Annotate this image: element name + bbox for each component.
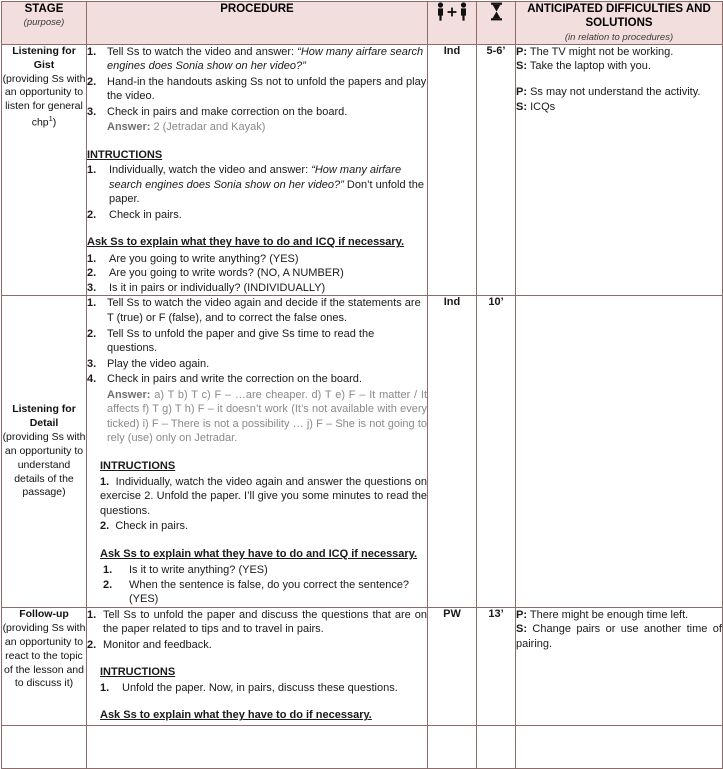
list-item — [87, 45, 427, 74]
ask-line: Ask Ss to explain what they have to do and ICQ if necessary. — [100, 547, 418, 560]
instruction-text: Check in pairs. — [109, 208, 182, 221]
step-text: Check in pairs and make correction on the board. — [107, 105, 348, 118]
stage-purpose: (providing Ss with an opportunity to listen for general chp$^1$) — [2, 72, 86, 129]
icq-number: 3. — [87, 281, 97, 294]
list-item — [100, 519, 427, 534]
person-plus-person-icon — [428, 2, 476, 21]
table-row-empty — [2, 725, 723, 768]
icq-text: Are you going to write anything? (YES) — [109, 252, 299, 265]
anticipated-cell-gist — [516, 44, 723, 296]
stage-title: Follow-up — [19, 607, 69, 620]
icq-number: 1. — [87, 252, 97, 265]
instructions-list — [87, 163, 427, 222]
stage-cell-detail — [2, 296, 87, 607]
step-number: 2. — [87, 327, 97, 340]
table-row — [2, 44, 723, 296]
anticipated-cell-empty — [516, 725, 723, 768]
answer-text: 2 (Jetradar and Kayak) — [153, 121, 266, 134]
step-number: 1. — [87, 297, 97, 310]
instruction-text-post: Don’t unfold the paper. — [109, 178, 424, 206]
answer-line — [107, 120, 427, 135]
anticipated-line — [516, 59, 722, 74]
instructions-heading: INTRUCTIONS — [100, 460, 176, 473]
header-procedure-title: PROCEDURE — [220, 3, 294, 15]
list-item — [87, 266, 427, 281]
procedure-steps — [87, 608, 427, 653]
ask-line: Ask Ss to explain what they have to do if necessary. — [100, 709, 372, 722]
step-text: Tell Ss to unfold the paper and discuss the questions that are on the paper related to tips and to travel in pairs. — [103, 608, 427, 636]
instruction-text: Individually, watch the video and answer: — [109, 164, 312, 177]
list-item — [87, 252, 427, 267]
step-text: Hand-in the handouts asking Ss not to unfold the papers and play the video. — [107, 75, 427, 103]
header-anticipated-title: ANTICIPATED DIFFICULTIES AND SOLUTIONS — [527, 3, 711, 30]
step-text: Monitor and feedback. — [103, 638, 212, 651]
table-header-row — [2, 2, 723, 45]
list-item — [87, 327, 427, 356]
instruction-quote: “How many airfare search engines does Sonia show on her video?” — [109, 164, 402, 191]
header-stage — [2, 2, 87, 45]
step-text: Tell Ss to watch the video and answer: — [107, 45, 298, 58]
procedure-steps — [87, 296, 427, 386]
anticipated-line — [516, 100, 722, 115]
spacer — [516, 74, 722, 85]
anticipated-text: Ss may not understand the activity. — [530, 86, 701, 99]
stage-purpose: (providing Ss with an opportunity to understand details of the passage) — [2, 430, 86, 499]
anticipated-text: The TV might not be working. — [529, 45, 674, 58]
instruction-text: Unfold the paper. Now, in pairs, discuss these questions. — [122, 681, 398, 694]
step-text: Play the video again. — [107, 357, 210, 370]
header-anticipated-subtitle: (in relation to procedures) — [564, 31, 674, 43]
step-number: 4. — [87, 373, 97, 386]
list-item — [87, 281, 427, 296]
instructions-heading: INTRUCTIONS — [87, 148, 163, 161]
stage-cell-gist — [2, 44, 87, 296]
answer-line — [107, 388, 427, 447]
step-number: 1. — [87, 45, 97, 58]
icq-number: 2. — [103, 578, 113, 591]
procedure-cell-followup — [87, 607, 428, 725]
anticipated-label: P: — [516, 86, 527, 99]
icq-list — [103, 563, 427, 607]
anticipated-label: S: — [516, 623, 527, 636]
instructions-list — [100, 681, 427, 696]
header-time — [477, 2, 516, 45]
procedure-cell-detail — [87, 296, 428, 607]
ask-line: Ask Ss to explain what they have to do and ICQ if necessary. — [87, 236, 405, 249]
answer-label: Answer: — [107, 121, 151, 134]
interaction-cell: Ind — [428, 296, 477, 607]
list-item — [103, 563, 427, 578]
procedure-steps — [87, 45, 427, 120]
stage-title: Listening for Detail — [12, 402, 76, 429]
list-item — [87, 357, 427, 372]
header-stage-title: STAGE — [24, 3, 64, 15]
time-cell-empty — [477, 725, 516, 768]
header-stage-subtitle: (purpose) — [23, 17, 65, 29]
list-item — [103, 578, 427, 607]
interaction-cell-empty — [428, 725, 477, 768]
list-item — [87, 638, 427, 653]
step-text: Tell Ss to unfold the paper and give Ss time to read the questions. — [107, 327, 375, 355]
anticipated-line — [516, 622, 722, 651]
plus-icon — [447, 7, 457, 17]
step-text: Check in pairs and write the correction on the board. — [107, 373, 362, 386]
list-item — [87, 105, 427, 120]
instruction-number: 2. — [100, 520, 110, 533]
list-item — [87, 296, 427, 325]
instruction-number: 1. — [100, 475, 110, 488]
instructions-heading: INTRUCTIONS — [100, 666, 176, 679]
anticipated-label: P: — [516, 608, 527, 621]
procedure-cell-gist — [87, 44, 428, 296]
anticipated-label: S: — [516, 60, 527, 73]
time-cell: 5-6’ — [477, 44, 516, 296]
stage-cell-followup — [2, 607, 87, 725]
procedure-cell-empty — [87, 725, 428, 768]
list-item — [100, 475, 427, 519]
time-cell: 10’ — [477, 296, 516, 607]
icq-text: When the sentence is false, do you correct the sentence? (YES) — [129, 578, 410, 606]
list-item — [87, 163, 427, 207]
icq-text: Is it to write anything? (YES) — [129, 564, 268, 577]
answer-label: Answer: — [107, 388, 151, 401]
anticipated-text: There might be enough time left. — [529, 608, 689, 621]
anticipated-cell-detail — [516, 296, 723, 607]
icq-number: 2. — [87, 267, 97, 280]
list-item — [87, 75, 427, 104]
interaction-cell: PW — [428, 607, 477, 725]
stage-title: Listening for Gist — [12, 44, 76, 71]
list-item — [87, 208, 427, 223]
anticipated-line — [516, 608, 722, 623]
step-quote: “How many airfare search engines does Sonia show on her video?” — [107, 45, 424, 73]
icq-number: 1. — [103, 564, 113, 577]
anticipated-text: ICQs — [530, 100, 556, 113]
time-cell: 13’ — [477, 607, 516, 725]
stage-purpose: (providing Ss with an opportunity to react to the topic of the lesson and to discuss it) — [2, 621, 86, 690]
icq-list — [87, 252, 427, 296]
instruction-number: 2. — [87, 208, 97, 221]
instruction-text: Check in pairs. — [115, 520, 189, 533]
anticipated-line — [516, 85, 722, 100]
instruction-number: 1. — [100, 681, 110, 694]
header-anticipated — [516, 2, 723, 45]
answer-text: a) T b) T c) F – …are cheaper. d) T e) F – It matter / It affects f) T g) T h) F – it doesn’t work (It’s not available with every ticked) i) F – There is not a possibility … j) F – She is not going to rely (use) only on Jetradar. — [107, 388, 428, 445]
lesson-plan-table — [1, 1, 723, 769]
table-row — [2, 607, 723, 725]
step-number: 2. — [87, 638, 97, 651]
anticipated-label: P: — [516, 45, 527, 58]
anticipated-line — [516, 45, 722, 60]
list-item — [87, 608, 427, 637]
instruction-text: Individually, watch the video again and answer the questions on exercise 2. Unfold the paper. I’ll give you some minutes to read the questions. — [100, 475, 427, 517]
step-text: Tell Ss to watch the video again and decide if the statements are T (true) or F (false), and to correct the false ones. — [107, 297, 421, 324]
instructions-list — [100, 475, 427, 534]
list-item — [100, 681, 427, 696]
stage-cell-empty — [2, 725, 87, 768]
icq-text: Is it in pairs or individually? (INDIVIDUALLY) — [109, 281, 326, 294]
interaction-cell: Ind — [428, 44, 477, 296]
hourglass-icon — [477, 2, 515, 21]
anticipated-text: Take the laptop with you. — [529, 60, 651, 73]
step-number: 3. — [87, 357, 97, 370]
anticipated-text: Change pairs or use another time of pairing. — [516, 623, 722, 651]
step-number: 1. — [87, 608, 97, 621]
icq-text: Are you going to write words? (NO, A NUMBER) — [109, 267, 344, 280]
header-procedure — [87, 2, 428, 45]
anticipated-label: S: — [516, 100, 527, 113]
table-row — [2, 296, 723, 607]
anticipated-cell-followup — [516, 607, 723, 725]
list-item — [87, 372, 427, 387]
step-number: 2. — [87, 75, 97, 88]
header-interaction — [428, 2, 477, 45]
footnote-marker: 1 — [48, 114, 53, 124]
step-number: 3. — [87, 105, 97, 118]
instruction-number: 1. — [87, 164, 97, 177]
